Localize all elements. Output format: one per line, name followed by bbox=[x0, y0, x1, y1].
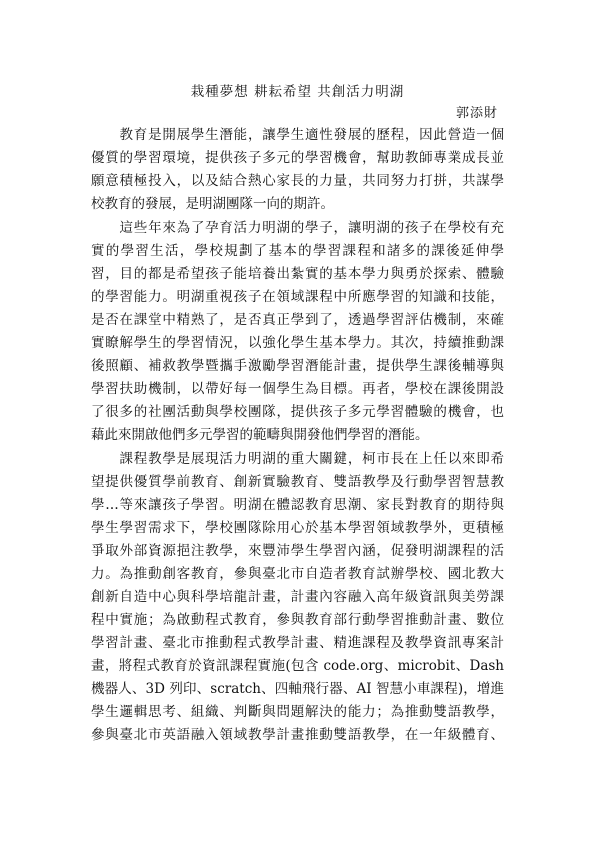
text-line: 創新自造中心與科學培龍計畫，計畫內容融入高年級資訊與美勞課 bbox=[91, 589, 504, 605]
text-line: 藉此來開啟他們多元學習的範疇與開發他們學習的潛能。 bbox=[91, 427, 429, 443]
text-line: 了很多的社團活動與學校團隊，提供孩子多元學習體驗的機會，也 bbox=[91, 404, 504, 420]
text-line: 參與臺北市英語融入領域教學計畫推動雙語教學，在一年級體育、 bbox=[91, 727, 504, 743]
text-line: 望提供優質學前教育、創新實驗教育、雙語教學及行動學習智慧教 bbox=[91, 474, 504, 490]
text-line: 學生邏輯思考、組織、判斷與問題解決的能力；為推動雙語教學， bbox=[91, 704, 504, 720]
text-line: 教育是開展學生潛能，讓學生適性發展的歷程，因此營造一個 bbox=[91, 127, 504, 143]
text-line: 是否在課堂中精熟了，是否真正學到了，透過學習評估機制，來確 bbox=[91, 312, 504, 328]
text-line: 學習扶助機制，以帶好每一個學生為目標。再者，學校在課後開設 bbox=[91, 381, 504, 397]
text-line: 程中實施；為啟動程式教育，參與教育部行動學習推動計畫、數位 bbox=[91, 612, 504, 628]
text-line: 學生學習需求下，學校團隊除用心於基本學習領域教學外，更積極 bbox=[91, 520, 504, 536]
text-line: 優質的學習環境，提供孩子多元的學習機會，幫助教師專業成長並 bbox=[91, 150, 504, 166]
text-line: 力。為推動創客教育，參與臺北市自造者教育試辦學校、國北教大 bbox=[91, 566, 504, 582]
text-line: 習，目的都是希望孩子能培養出紮實的基本學力與勇於探索、體驗 bbox=[91, 266, 504, 282]
paragraph-1 bbox=[91, 124, 504, 216]
author-name: 郭添財 bbox=[455, 106, 498, 121]
text-line: 機器人、3D 列印、scratch、四軸飛行器、AI 智慧小車課程)，增進 bbox=[91, 681, 504, 697]
text-line: 的學習能力。明湖重視孩子在領域課程中所應學習的知識和技能， bbox=[91, 289, 504, 305]
text-line: 爭取外部資源挹注教學，來豐沛學生學習內涵，促發明湖課程的活 bbox=[91, 543, 504, 559]
document-body bbox=[91, 124, 504, 747]
paragraph-3 bbox=[91, 448, 504, 747]
text-line: 校教育的發展，是明湖團隊一向的期許。 bbox=[91, 196, 334, 212]
text-line: 這些年來為了孕育活力明湖的學子，讓明湖的孩子在學校有充 bbox=[91, 220, 504, 236]
paragraph-2 bbox=[91, 217, 504, 447]
text-line: 願意積極投入，以及結合熱心家長的力量，共同努力打拼，共謀學 bbox=[91, 173, 504, 189]
text-line: 後照顧、補救教學暨攜手激勵學習潛能計畫，提供學生課後輔導與 bbox=[91, 358, 504, 374]
text-line: 學…等來讓孩子學習。明湖在體認教育思潮、家長對教育的期待與 bbox=[91, 497, 504, 513]
text-line: 畫，將程式教育於資訊課程實施(包含 code.org、microbit、Dash bbox=[91, 658, 504, 674]
text-line: 課程教學是展現活力明湖的重大關鍵，柯市長在上任以來即希 bbox=[91, 451, 504, 467]
document-title: 栽種夢想 耕耘希望 共創活力明湖 bbox=[190, 84, 405, 100]
text-line: 實的學習生活，學校規劃了基本的學習課程和諸多的課後延伸學 bbox=[91, 243, 504, 259]
text-line: 學習計畫、臺北市推動程式教學計畫、精進課程及教學資訊專案計 bbox=[91, 635, 504, 651]
text-line: 實瞭解學生的學習情況，以強化學生基本學力。其次，持續推動課 bbox=[91, 335, 504, 351]
